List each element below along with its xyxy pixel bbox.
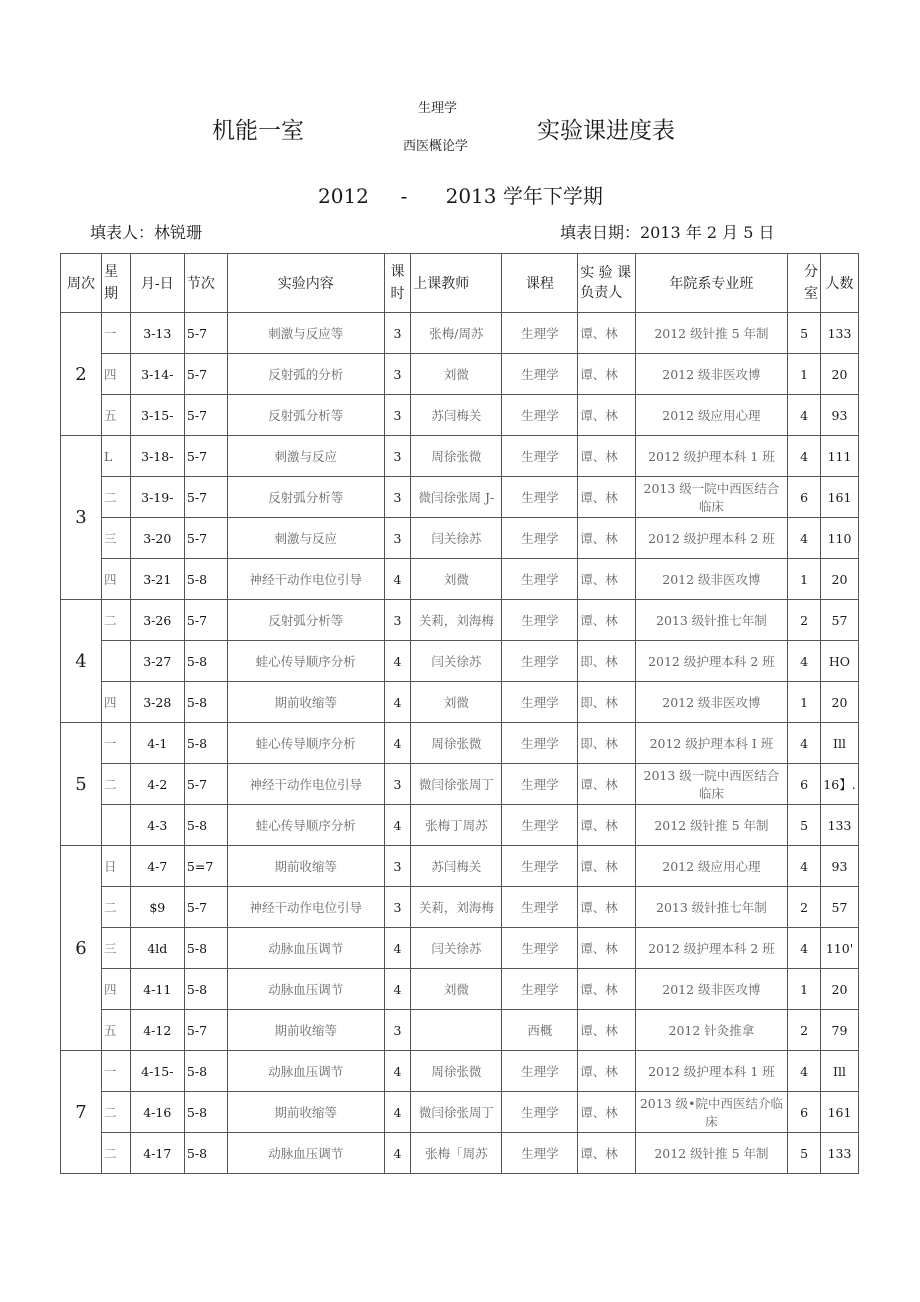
cell-date: 4-12 (130, 1010, 184, 1051)
col-room: 分 室 (788, 254, 821, 313)
cell-content: 刺激与反应等 (227, 313, 384, 354)
cell-room: 5 (788, 313, 821, 354)
table-row (61, 600, 859, 641)
cell-hours: 4 (384, 805, 411, 846)
cell-owner: 即、林 (578, 723, 635, 764)
cell-count: 161 (820, 1092, 858, 1133)
cell-content: 反射弧的分析 (227, 354, 384, 395)
cell-weekday: 四 (101, 354, 130, 395)
cell-content: 刺激与反应 (227, 436, 384, 477)
cell-weekday (101, 641, 130, 682)
cell-room: 4 (788, 395, 821, 436)
table-row (61, 682, 859, 723)
cell-course: 生理学 (502, 1092, 578, 1133)
cell-room: 4 (788, 846, 821, 887)
cell-weekday: 二 (101, 1133, 130, 1174)
cell-count: Ill (820, 723, 858, 764)
cell-weekday: 四 (101, 969, 130, 1010)
cell-date: 3-27 (130, 641, 184, 682)
cell-count: 110 (820, 518, 858, 559)
cell-room: 1 (788, 354, 821, 395)
cell-class: 2013 级针推七年制 (635, 887, 788, 928)
cell-owner: 谭、林 (578, 600, 635, 641)
cell-teacher (411, 1010, 502, 1051)
cell-room: 2 (788, 1010, 821, 1051)
cell-class: 2013 级针推七年制 (635, 600, 788, 641)
cell-date: 3-13 (130, 313, 184, 354)
cell-period: 5-7 (184, 1010, 227, 1051)
cell-count: 79 (820, 1010, 858, 1051)
cell-hours: 4 (384, 723, 411, 764)
cell-owner: 谭、林 (578, 395, 635, 436)
cell-period: 5-7 (184, 518, 227, 559)
cell-content: 神经干动作电位引导 (227, 887, 384, 928)
subject-top: 生理学 (418, 101, 458, 116)
cell-hours: 3 (384, 764, 411, 805)
table-row (61, 1010, 859, 1051)
cell-owner: 谭、林 (578, 764, 635, 805)
cell-course: 生理学 (502, 846, 578, 887)
cell-period: 5-8 (184, 641, 227, 682)
cell-owner: 谭、林 (578, 436, 635, 477)
table-row (61, 354, 859, 395)
cell-weekday: 三 (101, 928, 130, 969)
cell-room: 2 (788, 600, 821, 641)
cell-course: 生理学 (502, 395, 578, 436)
cell-date: 3-21 (130, 559, 184, 600)
cell-date: 4-1 (130, 723, 184, 764)
cell-hours: 4 (384, 682, 411, 723)
cell-period: 5-8 (184, 1051, 227, 1092)
term-label: 2012 - 2013 学年下学期 (318, 184, 603, 208)
cell-content: 蛙心传导顺序分析 (227, 805, 384, 846)
cell-class: 2013 级一院中西医结合临床 (635, 477, 788, 518)
cell-hours: 4 (384, 928, 411, 969)
cell-count: HO (820, 641, 858, 682)
cell-room: 4 (788, 641, 821, 682)
cell-course: 生理学 (502, 1133, 578, 1174)
cell-weekday: 三 (101, 518, 130, 559)
cell-owner: 谭、林 (578, 559, 635, 600)
fill-date-label: 填表日期：2013 年 2 月 5 日 (560, 223, 775, 242)
cell-course: 生理学 (502, 928, 578, 969)
cell-teacher: 周徐张微 (411, 436, 502, 477)
cell-course: 生理学 (502, 600, 578, 641)
cell-weekday: 二 (101, 477, 130, 518)
cell-room: 4 (788, 436, 821, 477)
cell-content: 动脉血压调节 (227, 969, 384, 1010)
col-weekday: 星 期 (101, 254, 130, 313)
schedule-table (60, 253, 859, 1174)
cell-count: 133 (820, 1133, 858, 1174)
cell-period: 5-7 (184, 395, 227, 436)
cell-class: 2012 级针推 5 年制 (635, 1133, 788, 1174)
cell-content: 蛙心传导顺序分析 (227, 641, 384, 682)
cell-week: 2 (61, 313, 102, 436)
cell-course: 生理学 (502, 805, 578, 846)
cell-owner: 谭、林 (578, 1010, 635, 1051)
cell-class: 2012 级护理本科 I 班 (635, 723, 788, 764)
cell-teacher: 苏闫梅关 (411, 395, 502, 436)
cell-teacher: 关莉，刘海梅 (411, 600, 502, 641)
cell-teacher: 张梅「周苏 (411, 1133, 502, 1174)
cell-count: 20 (820, 969, 858, 1010)
table-row (61, 887, 859, 928)
cell-date: 3-19- (130, 477, 184, 518)
cell-class: 2013 级•院中西医结介临床 (635, 1092, 788, 1133)
cell-count: 111 (820, 436, 858, 477)
cell-teacher: 刘微 (411, 354, 502, 395)
cell-hours: 3 (384, 436, 411, 477)
table-row (61, 518, 859, 559)
cell-weekday: 二 (101, 600, 130, 641)
cell-weekday: 二 (101, 887, 130, 928)
cell-period: 5-8 (184, 723, 227, 764)
cell-week: 3 (61, 436, 102, 600)
cell-weekday: 四 (101, 682, 130, 723)
cell-date: 4-7 (130, 846, 184, 887)
cell-period: 5-8 (184, 928, 227, 969)
table-row (61, 1051, 859, 1092)
cell-period: 5-8 (184, 1092, 227, 1133)
cell-count: 133 (820, 313, 858, 354)
cell-date: 3-14- (130, 354, 184, 395)
cell-weekday: 一 (101, 723, 130, 764)
cell-hours: 3 (384, 846, 411, 887)
cell-teacher: 微闫徐张周丁 (411, 1092, 502, 1133)
cell-class: 2012 级护理本科 2 班 (635, 518, 788, 559)
cell-course: 生理学 (502, 436, 578, 477)
cell-hours: 4 (384, 969, 411, 1010)
cell-count: 93 (820, 846, 858, 887)
cell-date: 3-20 (130, 518, 184, 559)
cell-teacher: 微闫徐张周 J- (411, 477, 502, 518)
table-row (61, 1092, 859, 1133)
cell-period: 5-8 (184, 1133, 227, 1174)
cell-course: 生理学 (502, 1051, 578, 1092)
cell-teacher: 刘微 (411, 969, 502, 1010)
cell-weekday: 一 (101, 1051, 130, 1092)
table-row (61, 313, 859, 354)
cell-weekday: 四 (101, 559, 130, 600)
table-row (61, 1133, 859, 1174)
col-period: 节次 (184, 254, 227, 313)
cell-owner: 即、林 (578, 641, 635, 682)
cell-content: 神经干动作电位引导 (227, 559, 384, 600)
table-row (61, 395, 859, 436)
cell-room: 6 (788, 764, 821, 805)
cell-weekday: 日 (101, 846, 130, 887)
table-row (61, 641, 859, 682)
cell-hours: 4 (384, 641, 411, 682)
cell-date: 4-17 (130, 1133, 184, 1174)
cell-count: 20 (820, 682, 858, 723)
cell-owner: 谭、林 (578, 928, 635, 969)
cell-date: 3-28 (130, 682, 184, 723)
cell-date: 4-11 (130, 969, 184, 1010)
cell-count: 57 (820, 887, 858, 928)
cell-course: 生理学 (502, 641, 578, 682)
cell-course: 生理学 (502, 518, 578, 559)
cell-content: 期前收缩等 (227, 1092, 384, 1133)
cell-room: 4 (788, 723, 821, 764)
cell-teacher: 周徐张微 (411, 723, 502, 764)
cell-content: 期前收缩等 (227, 682, 384, 723)
cell-room: 1 (788, 559, 821, 600)
cell-hours: 3 (384, 477, 411, 518)
table-row (61, 969, 859, 1010)
col-date: 月-日 (130, 254, 184, 313)
filler-label: 填表人：林锐珊 (90, 223, 203, 242)
cell-period: 5-7 (184, 313, 227, 354)
cell-class: 2012 级护理本科 1 班 (635, 436, 788, 477)
col-hours: 课 时 (384, 254, 411, 313)
cell-week: 4 (61, 600, 102, 723)
cell-count: 16】. (820, 764, 858, 805)
cell-teacher: 苏闫梅关 (411, 846, 502, 887)
cell-teacher: 刘微 (411, 682, 502, 723)
cell-date: 4ld (130, 928, 184, 969)
cell-room: 5 (788, 805, 821, 846)
cell-hours: 3 (384, 887, 411, 928)
cell-week: 6 (61, 846, 102, 1051)
cell-date: 3-18- (130, 436, 184, 477)
cell-course: 生理学 (502, 887, 578, 928)
cell-period: 5-7 (184, 600, 227, 641)
cell-count: 20 (820, 559, 858, 600)
cell-content: 反射弧分析等 (227, 395, 384, 436)
cell-week: 5 (61, 723, 102, 846)
cell-weekday: 五 (101, 1010, 130, 1051)
cell-period: 5-7 (184, 764, 227, 805)
table-header-row (61, 254, 859, 313)
cell-hours: 3 (384, 600, 411, 641)
cell-owner: 谭、林 (578, 969, 635, 1010)
cell-content: 动脉血压调节 (227, 1133, 384, 1174)
cell-teacher: 微闫徐张周丁 (411, 764, 502, 805)
cell-content: 动脉血压调节 (227, 1051, 384, 1092)
cell-room: 2 (788, 887, 821, 928)
table-row (61, 559, 859, 600)
cell-weekday (101, 805, 130, 846)
cell-class: 2012 级针推 5 年制 (635, 313, 788, 354)
cell-date: 4-3 (130, 805, 184, 846)
cell-class: 2012 级护理本科 1 班 (635, 1051, 788, 1092)
cell-room: 4 (788, 518, 821, 559)
cell-date: $9 (130, 887, 184, 928)
cell-period: 5-7 (184, 436, 227, 477)
cell-room: 1 (788, 969, 821, 1010)
cell-content: 蛙心传导顺序分析 (227, 723, 384, 764)
table-row (61, 846, 859, 887)
cell-class: 2012 级非医攻博 (635, 354, 788, 395)
cell-owner: 谭、林 (578, 313, 635, 354)
cell-period: 5-8 (184, 682, 227, 723)
cell-room: 5 (788, 1133, 821, 1174)
cell-teacher: 关莉，刘海梅 (411, 887, 502, 928)
title-left: 机能一室 (212, 118, 304, 144)
cell-owner: 谭、林 (578, 805, 635, 846)
cell-count: 20 (820, 354, 858, 395)
cell-weekday: 一 (101, 313, 130, 354)
cell-class: 2012 针灸推拿 (635, 1010, 788, 1051)
cell-content: 动脉血压调节 (227, 928, 384, 969)
cell-period: 5=7 (184, 846, 227, 887)
table-row (61, 928, 859, 969)
cell-weekday: 二 (101, 1092, 130, 1133)
cell-course: 生理学 (502, 313, 578, 354)
col-owner: 实 验 课 负责人 (578, 254, 635, 313)
cell-content: 反射弧分析等 (227, 477, 384, 518)
table-row (61, 805, 859, 846)
cell-count: 161 (820, 477, 858, 518)
col-course: 课程 (502, 254, 578, 313)
cell-hours: 4 (384, 559, 411, 600)
cell-weekday: 二 (101, 764, 130, 805)
cell-count: 57 (820, 600, 858, 641)
cell-count: Ill (820, 1051, 858, 1092)
cell-period: 5-8 (184, 805, 227, 846)
col-teacher: 上课教师 (411, 254, 502, 313)
col-content: 实验内容 (227, 254, 384, 313)
cell-teacher: 刘微 (411, 559, 502, 600)
cell-weekday: L (101, 436, 130, 477)
cell-teacher: 闫关徐苏 (411, 928, 502, 969)
cell-owner: 即、林 (578, 682, 635, 723)
cell-owner: 谭、林 (578, 887, 635, 928)
table-row (61, 764, 859, 805)
cell-course: 生理学 (502, 477, 578, 518)
cell-owner: 谭、林 (578, 1051, 635, 1092)
cell-content: 反射弧分析等 (227, 600, 384, 641)
col-class: 年院系专业班 (635, 254, 788, 313)
cell-period: 5-7 (184, 477, 227, 518)
cell-count: 110' (820, 928, 858, 969)
cell-hours: 3 (384, 1010, 411, 1051)
cell-date: 4-2 (130, 764, 184, 805)
cell-content: 期前收缩等 (227, 1010, 384, 1051)
cell-class: 2013 级一院中西医结合临床 (635, 764, 788, 805)
cell-course: 生理学 (502, 764, 578, 805)
cell-date: 4-16 (130, 1092, 184, 1133)
cell-date: 3-15- (130, 395, 184, 436)
cell-hours: 3 (384, 354, 411, 395)
cell-period: 5-7 (184, 887, 227, 928)
cell-room: 1 (788, 682, 821, 723)
subject-bottom: 西医概论学 (403, 139, 469, 154)
cell-room: 4 (788, 928, 821, 969)
table-row (61, 436, 859, 477)
cell-date: 4-15- (130, 1051, 184, 1092)
cell-teacher: 闫关徐苏 (411, 518, 502, 559)
cell-period: 5-8 (184, 969, 227, 1010)
cell-content: 刺激与反应 (227, 518, 384, 559)
table-row (61, 477, 859, 518)
cell-course: 生理学 (502, 354, 578, 395)
cell-class: 2012 级应用心理 (635, 395, 788, 436)
cell-class: 2012 级非医攻博 (635, 682, 788, 723)
cell-room: 4 (788, 1051, 821, 1092)
table-row (61, 723, 859, 764)
cell-week: 7 (61, 1051, 102, 1174)
cell-hours: 3 (384, 518, 411, 559)
cell-room: 6 (788, 1092, 821, 1133)
cell-content: 期前收缩等 (227, 846, 384, 887)
cell-count: 93 (820, 395, 858, 436)
cell-owner: 谭、林 (578, 518, 635, 559)
cell-owner: 谭、林 (578, 846, 635, 887)
cell-teacher: 张梅/周苏 (411, 313, 502, 354)
cell-date: 3-26 (130, 600, 184, 641)
col-week: 周次 (61, 254, 102, 313)
col-count: 人数 (820, 254, 858, 313)
cell-room: 6 (788, 477, 821, 518)
cell-course: 生理学 (502, 723, 578, 764)
cell-course: 生理学 (502, 682, 578, 723)
cell-course: 生理学 (502, 969, 578, 1010)
cell-class: 2012 级针推 5 年制 (635, 805, 788, 846)
cell-teacher: 闫关徐苏 (411, 641, 502, 682)
cell-owner: 谭、林 (578, 477, 635, 518)
cell-teacher: 张梅丁周苏 (411, 805, 502, 846)
cell-hours: 3 (384, 395, 411, 436)
cell-class: 2012 级非医攻博 (635, 969, 788, 1010)
cell-count: 133 (820, 805, 858, 846)
title-right: 实验课进度表 (537, 118, 675, 144)
cell-owner: 谭、林 (578, 354, 635, 395)
cell-hours: 3 (384, 313, 411, 354)
cell-period: 5-8 (184, 559, 227, 600)
cell-period: 5-7 (184, 354, 227, 395)
cell-class: 2012 级应用心理 (635, 846, 788, 887)
cell-owner: 谭、林 (578, 1092, 635, 1133)
cell-owner: 谭、林 (578, 1133, 635, 1174)
cell-course: 西概 (502, 1010, 578, 1051)
cell-teacher: 周徐张微 (411, 1051, 502, 1092)
cell-class: 2012 级护理本科 2 班 (635, 928, 788, 969)
cell-weekday: 五 (101, 395, 130, 436)
cell-hours: 4 (384, 1092, 411, 1133)
cell-class: 2012 级非医攻博 (635, 559, 788, 600)
cell-content: 神经干动作电位引导 (227, 764, 384, 805)
cell-hours: 4 (384, 1133, 411, 1174)
cell-class: 2012 级护理本科 2 班 (635, 641, 788, 682)
cell-hours: 4 (384, 1051, 411, 1092)
cell-course: 生理学 (502, 559, 578, 600)
